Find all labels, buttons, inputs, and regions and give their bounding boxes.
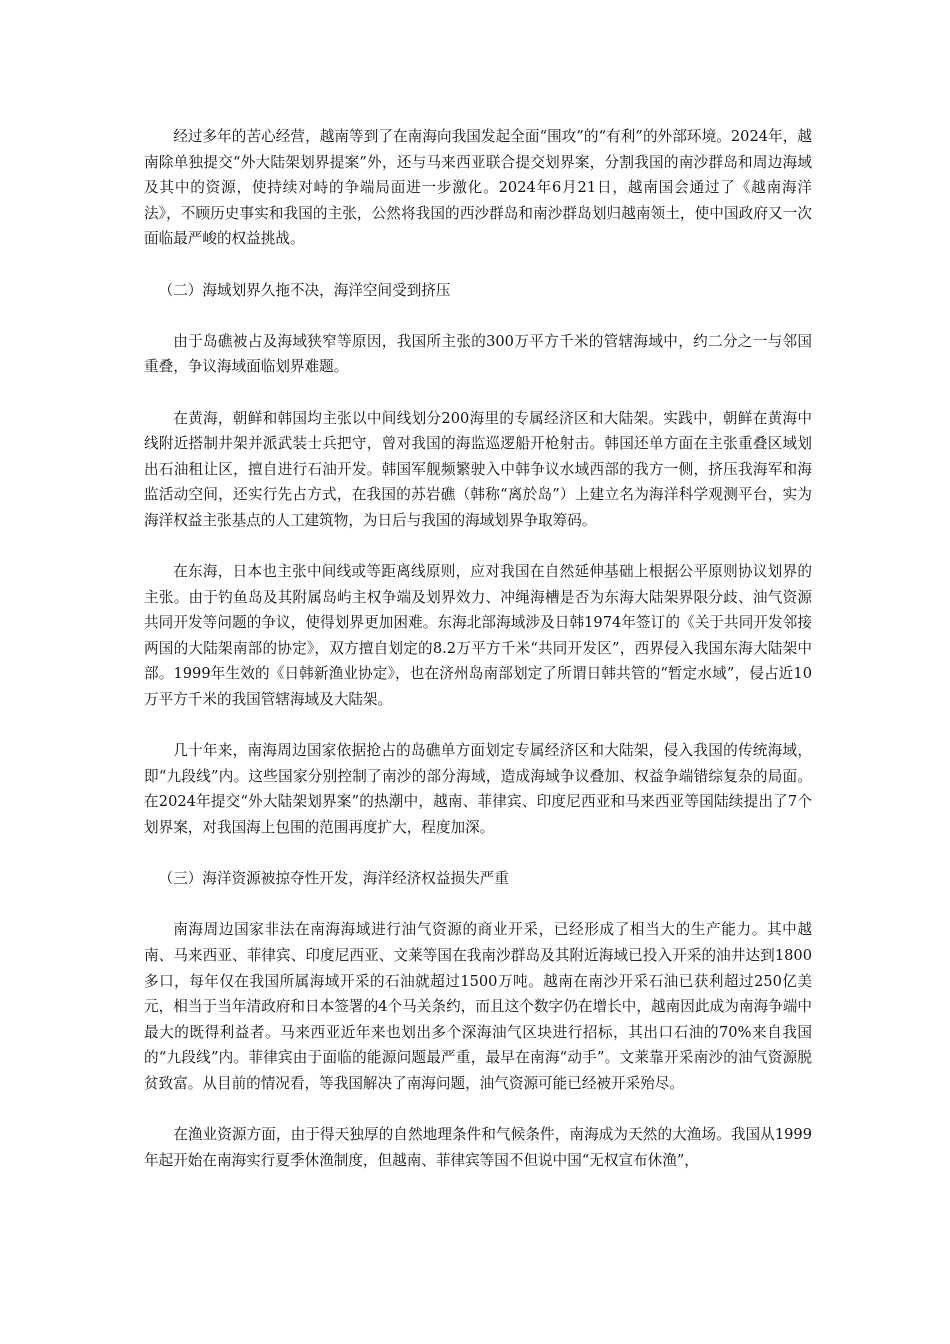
paragraph-oil-gas-resources: 南海周边国家非法在南海海域进行油气资源的商业开采，已经形成了相当大的生产能力。其中越南、马来西亚、菲律宾、印度尼西亚、文莱等国在我南沙群岛及其附近海域已投入开采的油井达到1800多口，每年仅在我国所属海域开采的石油就超过1500万吨。越南在南沙开采石油已获利超过250亿美元，相当于当年清政府和日本签署的4个马关条约，而且这个数字仍在增长中，越南因此成为南海争端中最大的既得利益者。马来西亚近年来也划出多个深海油气区块进行招标，其出口石油的70%来自我国的“九段线”内。菲律宾由于面临的能源问题最严重，最早在南海“动手”。文莱靠开采南沙的油气资源脱贫致富。从目前的情况看，等我国解决了南海问题，油气资源可能已经被开采殆尽。 <box>144 921 812 1092</box>
paragraph-yellow-sea: 在黄海，朝鲜和韩国均主张以中间线划分200海里的专属经济区和大陆架。实践中，朝鲜在黄海中线附近搭制井架并派武装士兵把守，曾对我国的海监巡逻船开枪射击。韩国还单方面在主张重叠区域划出石油租让区，擅自进行石油开发。韩国军舰频繁驶入中韩争议水域西部的我方一侧，挤压我海军和海监活动空间，还实行先占方式，在我国的苏岩礁（韩称“离於岛”）上建立名为海洋科学观测平台，实为海洋权益主张基点的人工建筑物，为日后与我国的海域划界争取筹码。 <box>144 409 812 529</box>
paragraph-fishery-resources: 在渔业资源方面，由于得天独厚的自然地理条件和气候条件，南海成为天然的大渔场。我国从1999年起开始在南海实行夏季休渔制度，但越南、菲律宾等国不但说中国“无权宣布休渔”， <box>144 1126 812 1169</box>
document-body <box>144 124 812 1199</box>
paragraph-south-china-sea: 几十年来，南海周边国家依据抢占的岛礁单方面划定专属经济区和大陆架，侵入我国的传统海域，即“九段线”内。这些国家分别控制了南沙的部分海域，造成海域争议叠加、权益争端错综复杂的局面。在2024年提交“外大陆架划界案”的热潮中，越南、菲律宾、印度尼西亚和马来西亚等国陆续提出了7个划界案，对我国海上包围的范围再度扩大，程度加深。 <box>144 742 812 837</box>
paragraph-maritime-overlap: 由于岛礁被占及海域狭窄等原因，我国所主张的300万平方千米的管辖海域中，约二分之一与邻国重叠，争议海域面临划界难题。 <box>144 332 812 376</box>
paragraph-east-china-sea: 在东海，日本也主张中间线或等距离线原则，应对我国在自然延伸基础上根据公平原则协议划界的主张。由于钓鱼岛及其附属岛屿主权争端及划界效力、冲绳海槽是否为东海大陆架界限分歧、油气资源共同开发等问题的争议，使得划界更加困难。东海北部海域涉及日韩1974年签订的《关于共同开发邻接两国的大陆架南部的协定》，双方擅自划定的8.2万平方千米“共同开发区”，西界侵入我国东海大陆架中部。1999年生效的《日韩新渔业协定》，也在济州岛南部划定了所谓日韩共管的“暂定水域”，侵占近10万平方千米的我国管辖海域及大陆架。 <box>144 563 812 709</box>
section-heading-2: （二）海域划界久拖不决，海洋空间受到挤压 <box>158 281 451 299</box>
section-heading-3: （三）海洋资源被掠夺性开发，海洋经济权益损失严重 <box>158 870 509 888</box>
paragraph-vietnam-ocean-law: 经过多年的苦心经营，越南等到了在南海向我国发起全面“围攻”的“有利”的外部环境。2024年，越南除单独提交“外大陆架划界提案”外，还与马来西亚联合提交划界案，分割我国的南沙群岛和周边海域及其中的资源，使持续对峙的争端局面进一步激化。2024年6月21日，越南国会通过了《越南海洋法》，不顾历史事实和我国的主张，公然将我国的西沙群岛和南沙群岛划归越南领土，使中国政府又一次面临最严峻的权益挑战。 <box>144 128 812 248</box>
